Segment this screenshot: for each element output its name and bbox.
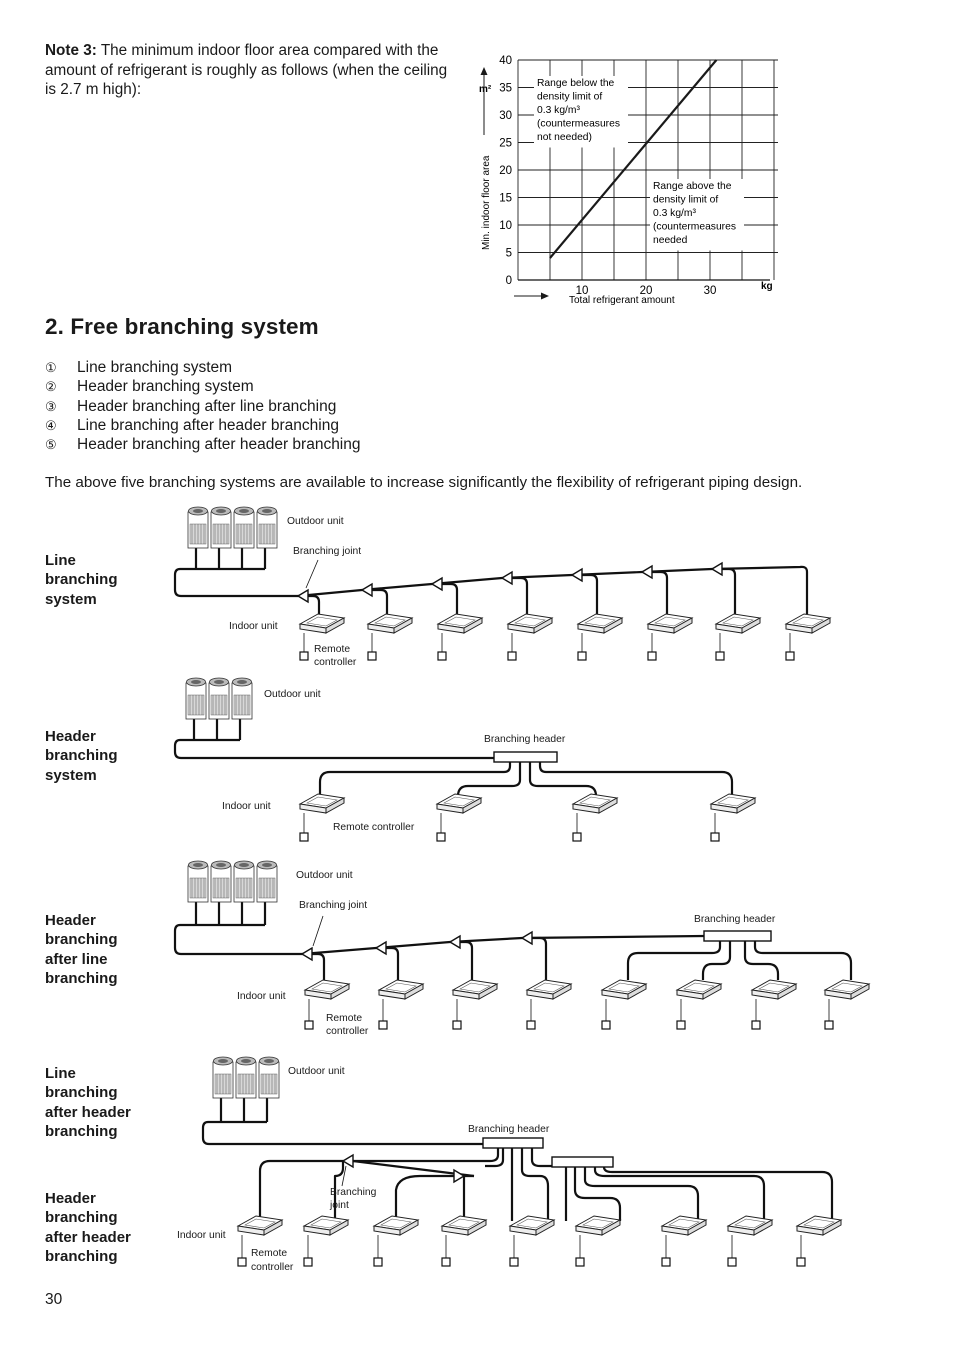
indoor-unit [379,980,423,999]
list-number: ⑤ [45,437,57,453]
label-remote-controller: controller [314,657,357,668]
y-tick-label: 30 [499,110,512,122]
indoor-unit [662,1216,706,1235]
remote-controller [304,1258,312,1266]
indoor-unit [711,794,755,813]
remote-controller [508,652,516,660]
indoor-unit [438,614,482,633]
label-branching-joint: Branching joint [293,546,362,557]
remote-controller [576,1258,584,1266]
outdoor-unit-module [209,678,229,719]
branching-joint [362,584,372,596]
note-text: The minimum indoor floor area compared with the amount of refrigerant is roughly as follows (when the ceiling is 2.7 m high): [45,42,448,98]
indoor-unit [677,980,721,999]
branching-joint [642,566,652,578]
outdoor-unit-module [188,507,208,548]
label-remote-controller: Remote controller [333,822,415,833]
indoor-unit [573,794,617,813]
indoor-unit [508,614,552,633]
y-tick-label: 25 [499,137,512,150]
label-line-branching: Line branching system [45,552,118,608]
y-tick-label: 20 [499,165,512,177]
indoor-unit [648,614,692,633]
annotation-line: 0.3 kg/m³ [653,208,696,219]
outdoor-unit-module [257,507,277,548]
refrigerant-pipe [628,941,720,980]
annotation-line: (countermeasures [653,221,736,233]
label-indoor-unit: Indoor unit [222,801,271,812]
label-remote-controller: controller [251,1262,294,1273]
refrigerant-pipe [396,1176,474,1221]
label-indoor-unit: Indoor unit [229,621,278,632]
remote-controller [527,1021,535,1029]
annotation-line: density limit of [537,91,603,103]
list-text: Line branching system [77,359,233,376]
list-text: Line branching after header branching [77,416,339,434]
remote-controller [510,1258,518,1266]
outdoor-unit-module [211,507,231,548]
annotation-line: Range above the [653,181,732,192]
refrigerant-pipe [485,1148,503,1166]
refrigerant-pipe [260,1148,498,1221]
refrigerant-pipe [308,596,319,614]
outdoor-unit-module [236,1057,256,1098]
remote-controller [711,833,719,841]
indoor-unit [797,1216,841,1235]
remote-controller [825,1021,833,1029]
y-tick-label: 0 [505,275,512,287]
list-number: ② [45,379,57,395]
label-branching-joint: Branching joint [299,900,368,911]
label-branching-joint: Branching [330,1187,377,1198]
refrigerant-pipe [582,575,597,614]
x-tick-label: 30 [703,285,717,297]
chart-x-unit: kg [761,281,773,292]
branching-joint [343,1155,353,1167]
remote-controller [437,833,445,841]
list-number: ① [45,360,57,375]
label-branching-header: Branching header [468,1124,550,1135]
refrigerant-pipe [745,941,778,980]
annotation-line: needed [653,235,688,246]
indoor-unit [238,1216,282,1235]
branching-joint [432,578,442,590]
label-remote-controller: controller [326,1026,369,1037]
y-tick-label: 15 [499,192,512,205]
remote-controller [648,652,656,660]
remote-controller [752,1021,760,1029]
branching-joint [376,942,386,954]
annotation-line: 0.3 kg/m³ [537,105,580,116]
annotation-line: (countermeasures [537,118,620,130]
indoor-unit [728,1216,772,1235]
chart-x-label: Total refrigerant amount [569,295,675,306]
refrigerant-pipe [320,762,510,794]
label-line-after-header: Line branching after header branching [45,1065,131,1140]
refrigerant-pipe [703,941,730,980]
remote-controller [238,1258,246,1266]
label-remote-controller: Remote [314,644,351,655]
y-tick-label: 10 [499,220,512,232]
indoor-unit [300,614,344,633]
note-prefix: Note 3: [45,42,97,59]
remote-controller [728,1258,736,1266]
leader-line [313,916,323,946]
refrigerant-pipe [442,584,457,614]
outdoor-unit-module [257,861,277,902]
indoor-unit [825,980,869,999]
indoor-unit [453,980,497,999]
indoor-unit [576,1216,620,1235]
label-outdoor-unit: Outdoor unit [296,870,353,881]
outdoor-unit-module [259,1057,279,1098]
remote-controller [786,652,794,660]
indoor-unit [578,614,622,633]
remote-controller [368,652,376,660]
list-text: Header branching after header branching [77,436,361,454]
indoor-unit [752,980,796,999]
list-text: Header branching system [77,378,254,396]
remote-controller [573,833,581,841]
remote-controller [374,1258,382,1266]
refrigerant-pipe [194,719,240,740]
indoor-unit [368,614,412,633]
remote-controller [379,1021,387,1029]
page-number: 30 [45,1291,63,1308]
refrigerant-pipe [460,942,472,980]
refrigerant-pipe [722,569,735,614]
indoor-unit [527,980,571,999]
label-header-after-line: Header branching after line branching [45,912,118,987]
remote-controller [438,652,446,660]
branching-joint [522,932,532,944]
y-tick-label: 40 [499,55,512,67]
branching-joint [454,1170,464,1182]
chart-y-unit: m² [479,84,492,95]
remote-controller [442,1258,450,1266]
x-tick-label: 20 [639,285,653,297]
indoor-unit [300,794,344,813]
remote-controller [602,1021,610,1029]
label-header-branching: Header branching system [45,728,118,784]
label-indoor-unit: Indoor unit [237,991,286,1002]
branching-joint [302,948,312,960]
remote-controller [305,1021,313,1029]
list-number: ③ [45,398,57,414]
branching-joint [298,590,308,602]
indoor-unit [442,1216,486,1235]
intro-paragraph: The above five branching systems are available to increase significantly the flexibility of refrigerant piping design. [45,474,803,491]
label-branching-header: Branching header [694,914,776,925]
refrigerant-pipe [652,572,667,614]
remote-controller [797,1258,805,1266]
annotation-line: Range below the [537,78,615,89]
chart-y-label: Min. indoor floor area [481,155,492,250]
label-remote-controller: Remote [251,1248,288,1259]
refrigerant-pipe [532,1148,552,1166]
remote-controller [662,1258,670,1266]
label-outdoor-unit: Outdoor unit [264,689,321,700]
outdoor-unit-module [234,861,254,902]
indoor-unit [510,1216,554,1235]
remote-controller [300,833,308,841]
label-branching-joint: joint [330,1200,349,1211]
refrigerant-pipe [532,938,546,980]
refrigerant-pipe [386,948,398,980]
branching-joint [712,563,722,575]
outdoor-unit-module [232,678,252,719]
remote-controller [300,652,308,660]
remote-controller [453,1021,461,1029]
x-tick-label: 10 [575,285,589,297]
label-indoor-unit: Indoor unit [177,1230,226,1241]
refrigerant-pipe [196,548,265,569]
refrigerant-pipe [175,569,298,596]
label-branching-header: Branching header [484,734,566,745]
leader-line [306,560,318,588]
refrigerant-pipe [372,590,387,614]
indoor-unit [602,980,646,999]
indoor-unit [305,980,349,999]
annotation-line: not needed) [537,132,592,143]
y-tick-label: 35 [499,82,512,95]
indoor-unit [304,1216,348,1235]
outdoor-unit-module [213,1057,233,1098]
remote-controller [716,652,724,660]
label-outdoor-unit: Outdoor unit [288,1066,345,1077]
outdoor-unit-module [186,678,206,719]
branching-joint [502,572,512,584]
section-title: 2. Free branching system [45,314,319,339]
indoor-unit [374,1216,418,1235]
refrigerant-pipe [175,925,302,954]
refrigerant-pipe [522,1148,548,1221]
branching-joint [450,936,460,948]
refrigerant-pipe [512,578,527,614]
y-tick-label: 5 [505,247,512,260]
indoor-unit [437,794,481,813]
branching-header [483,1138,543,1148]
label-remote-controller: Remote [326,1013,363,1024]
branching-header [552,1157,613,1167]
refrigerant-pipe [755,941,851,980]
annotation-line: density limit of [653,194,719,206]
indoor-unit [716,614,760,633]
outdoor-unit-module [234,507,254,548]
label-outdoor-unit: Outdoor unit [287,516,344,527]
refrigerant-pipe [203,1122,483,1144]
outdoor-unit-module [211,861,231,902]
branching-joint [572,569,582,581]
label-header-after-header: Header branching after header branching [45,1190,131,1265]
refrigerant-pipe [302,936,704,954]
remote-controller [578,652,586,660]
remote-controller [677,1021,685,1029]
refrigerant-pipe [221,1098,267,1122]
refrigerant-pipe [540,762,732,794]
refrigerant-pipe [175,740,499,762]
branching-header [704,931,771,941]
refrigerant-pipe [196,902,265,925]
refrigerant-pipe [312,954,324,980]
branching-header [494,752,557,762]
list-number: ④ [45,417,57,433]
outdoor-unit-module [188,861,208,902]
list-text: Header branching after line branching [77,397,337,415]
indoor-unit [786,614,830,633]
